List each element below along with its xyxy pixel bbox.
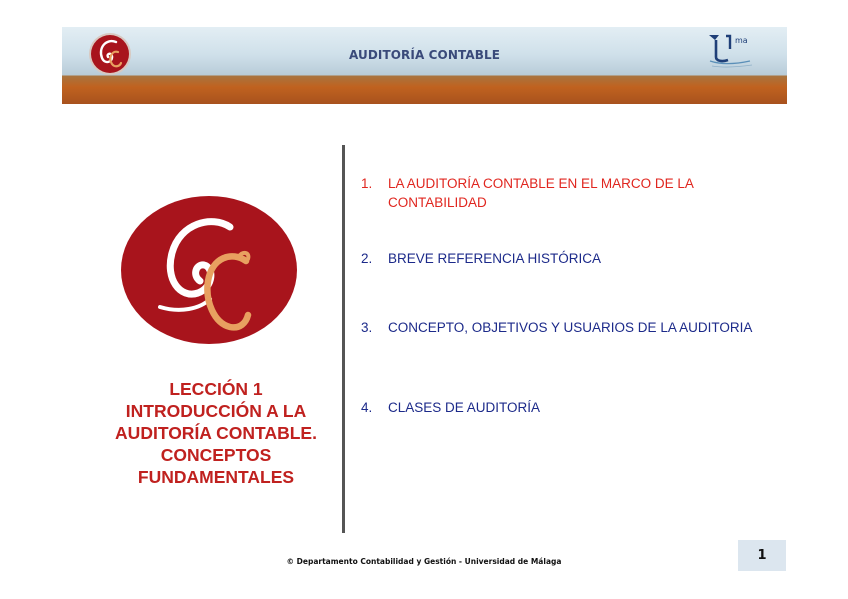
- topic-item-1[interactable]: [361, 174, 771, 212]
- topic-item-3[interactable]: [361, 318, 771, 337]
- topic-number: 3.: [361, 320, 373, 335]
- topic-text: BREVE REFERENCIA HISTÓRICA: [388, 251, 602, 266]
- topic-number: 4.: [361, 400, 373, 415]
- topic-item-2[interactable]: [361, 249, 771, 268]
- page-number: 1: [738, 540, 786, 571]
- uma-logo-icon: [706, 31, 766, 71]
- lesson-title-line: FUNDAMENTALES: [137, 467, 295, 487]
- topic-text: CLASES DE AUDITORÍA: [388, 400, 541, 415]
- gc-logo-icon: [120, 195, 298, 345]
- topic-text: CONCEPTO, OBJETIVOS Y USUARIOS DE LA AUDITORIA: [388, 320, 753, 335]
- topic-number: 1.: [361, 176, 373, 191]
- topic-text: LA AUDITORÍA CONTABLE EN EL MARCO DE LA CONTABILIDAD: [388, 176, 694, 210]
- topic-number: 2.: [361, 251, 373, 266]
- topic-item-4[interactable]: [361, 398, 771, 417]
- footer-copyright: © Departamento Contabilidad y Gestión - Universidad de Málaga: [286, 557, 562, 566]
- slide-header: [62, 27, 787, 104]
- header-title: AUDITORÍA CONTABLE: [348, 48, 501, 62]
- lesson-title-line: AUDITORÍA CONTABLE.: [115, 423, 317, 443]
- lesson-title-line: LECCIÓN 1: [169, 379, 263, 399]
- lesson-title-line: INTRODUCCIÓN A LA: [125, 401, 307, 421]
- lesson-title: [88, 378, 344, 488]
- uma-logo-text: ma: [735, 36, 748, 45]
- lesson-title-line: CONCEPTOS: [160, 445, 272, 465]
